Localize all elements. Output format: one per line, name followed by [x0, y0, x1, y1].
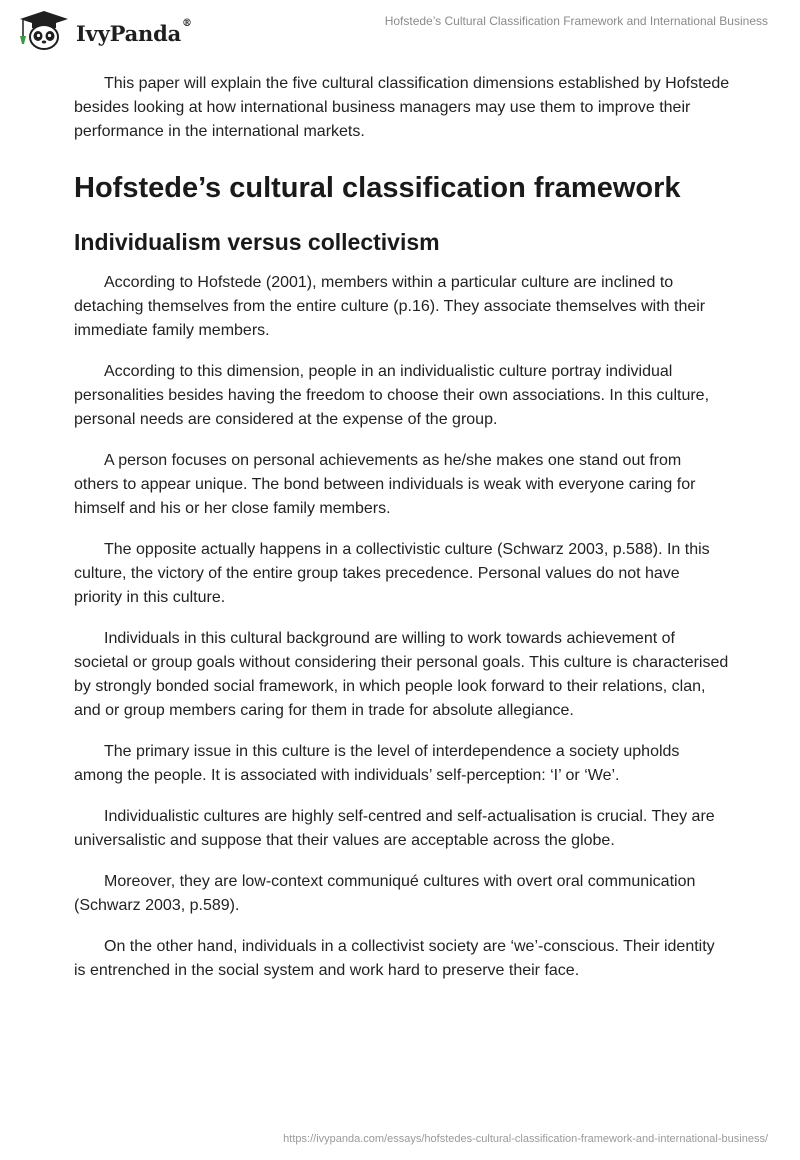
logo-name: IvyPanda: [76, 20, 182, 46]
document-body: [74, 72, 730, 1000]
running-title: Hofstede’s Cultural Classification Framework and International Business: [384, 14, 768, 28]
subsection-heading: Individualism versus collectivism: [74, 229, 440, 255]
ivypanda-logo[interactable]: [14, 10, 192, 50]
body-paragraph: According to this dimension, people in an individualistic culture portray individual personalities besides having the freedom to choose their own associations. In this culture, personal needs are considered at the expense of the group.: [74, 363, 710, 428]
body-paragraph: Individuals in this cultural background are willing to work towards achievement of societal or group goals without considering their personal goals. This culture is characterised by strongly bonded social framework, in which people look forward to their relations, clan, and or group members caring for them in trade for absolute allegiance.: [74, 630, 729, 719]
page-header: [0, 0, 800, 62]
source-url-link[interactable]: https://ivypanda.com/essays/hofstedes-cultural-classification-framework-and-international-business/: [283, 1133, 768, 1145]
panda-graduate-icon: [14, 10, 70, 50]
body-paragraph: On the other hand, individuals in a collectivist society are ‘we’-conscious. Their identity is entrenched in the social system and work hard to preserve their face.: [74, 938, 715, 979]
body-paragraph: A person focuses on personal achievements as he/she makes one stand out from others to appear unique. The bond between individuals is weak with everyone caring for himself and his or her close family members.: [74, 452, 696, 517]
body-paragraph: Individualistic cultures are highly self-centred and self-actualisation is crucial. They are universalistic and suppose that their values are acceptable across the globe.: [74, 808, 715, 849]
body-paragraph: Moreover, they are low-context communiqué cultures with overt oral communication (Schwarz 2003, p.589).: [74, 873, 696, 914]
section-heading: Hofstede’s cultural classification framework: [74, 172, 681, 204]
body-paragraph: The primary issue in this culture is the level of interdependence a society upholds among the people. It is associated with individuals’ self-perception: ‘I’ or ‘We’.: [74, 743, 680, 784]
body-paragraph: According to Hofstede (2001), members within a particular culture are inclined to detaching themselves from the entire culture (p.16). They associate themselves with their immediate family members.: [74, 274, 706, 339]
body-paragraph: The opposite actually happens in a collectivistic culture (Schwarz 2003, p.588). In this culture, the victory of the entire group takes precedence. Personal values do not have priority in this culture.: [74, 541, 710, 606]
registered-mark: ®: [182, 17, 192, 29]
logo-wordmark: [76, 17, 192, 46]
intro-paragraph: This paper will explain the five cultural classification dimensions established by Hofstede besides looking at how international business managers may use them to improve their performance in the international markets.: [74, 75, 730, 140]
